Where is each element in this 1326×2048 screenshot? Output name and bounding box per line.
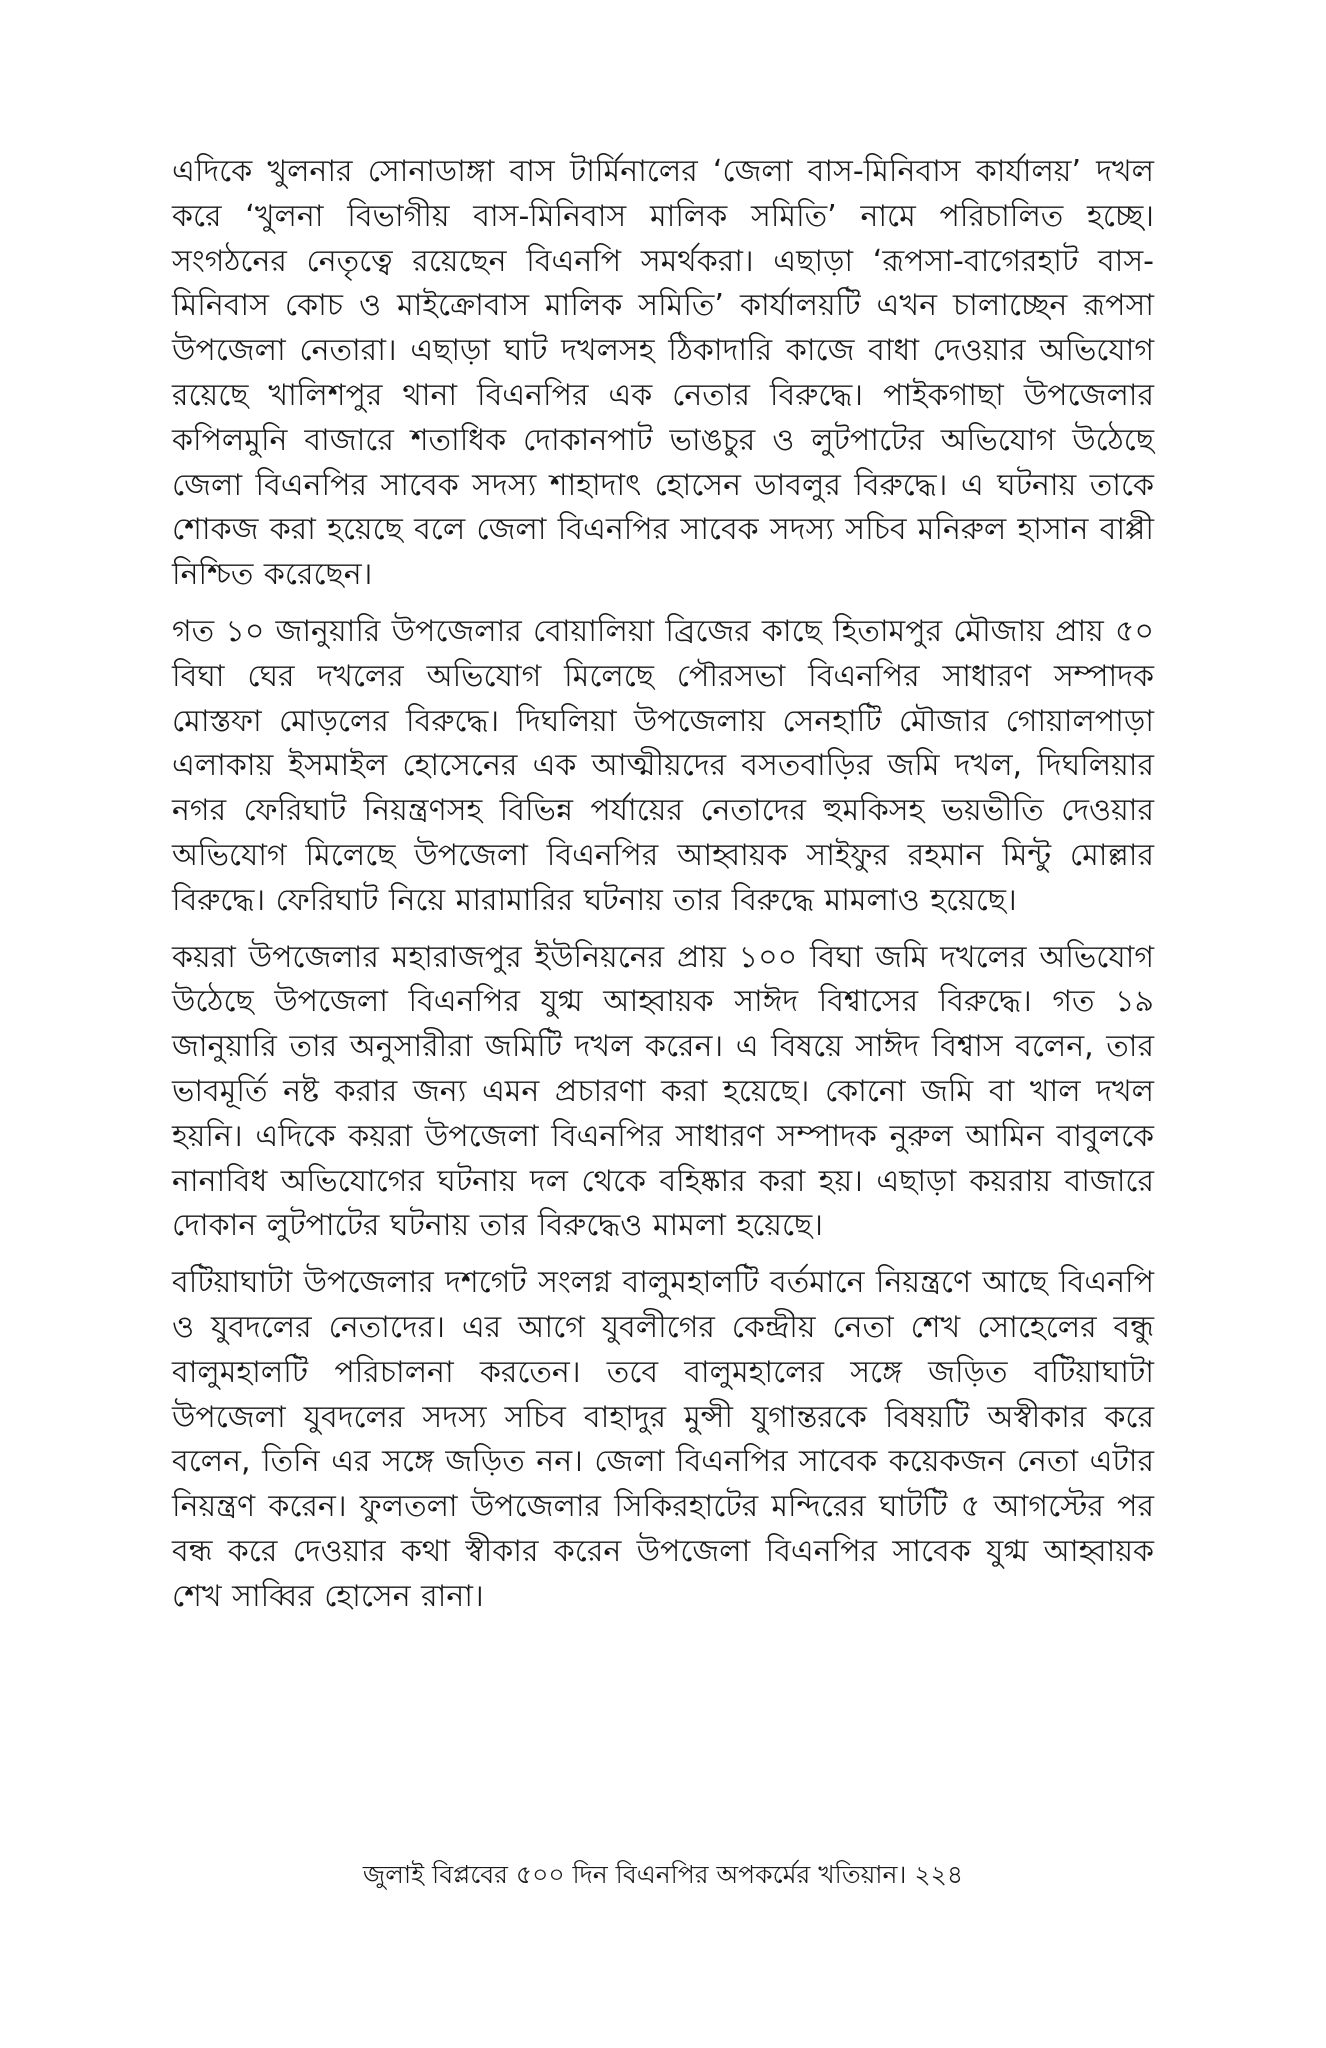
paragraph-1: এদিকে খুলনার সোনাডাঙ্গা বাস টার্মিনালের ‘জেলা বাস-মিনিবাস কার্যালয়’ দখল করে ‘খুলনা বিভাগীয় বাস-মিনিবাস মালিক সমিতি’ নামে পরিচালিত হচ্ছে। সংগঠনের নেতৃত্বে রয়েছেন বিএনপি সমর্থকরা। এছাড়া ‘রূপসা-বাগেরহাট বাস-মিনিবাস কোচ ও মাইক্রোবাস মালিক সমিতি’ কার্যালয়টি এখন চালাচ্ছেন রূপসা উপজেলা নেতারা। এছাড়া ঘাট দখলসহ ঠিকাদারি কাজে বাধা দেওয়ার অভিযোগ রয়েছে খালিশপুর থানা বিএনপির এক নেতার বিরুদ্ধে। পাইকগাছা উপজেলার কপিলমুনি বাজারে শতাধিক দোকানপাট ভাঙচুর ও লুটপাটের অভিযোগ উঠেছে জেলা বিএনপির সাবেক সদস্য শাহাদাৎ হোসেন ডাবলুর বিরুদ্ধে। এ ঘটনায় তাকে শোকজ করা হয়েছে বলে জেলা বিএনপির সাবেক সদস্য সচিব মনিরুল হাসান বাপ্পী নিশ্চিত করেছেন। <box>172 154 1154 593</box>
page-footer <box>0 1858 1326 1892</box>
paragraph-2: গত ১০ জানুয়ারি উপজেলার বোয়ালিয়া ব্রিজের কাছে হিতামপুর মৌজায় প্রায় ৫০ বিঘা ঘের দখলের অভিযোগ মিলেছে পৌরসভা বিএনপির সাধারণ সম্পাদক মোস্তফা মোড়লের বিরুদ্ধে। দিঘলিয়া উপজেলায় সেনহাটি মৌজার গোয়ালপাড়া এলাকায় ইসমাইল হোসেনের এক আত্মীয়দের বসতবাড়ির জমি দখল, দিঘলিয়ার নগর ফেরিঘাট নিয়ন্ত্রণসহ বিভিন্ন পর্যায়ের নেতাদের হুমকিসহ ভয়ভীতি দেওয়ার অভিযোগ মিলেছে উপজেলা বিএনপির আহ্বায়ক সাইফুর রহমান মিন্টু মোল্লার বিরুদ্ধে। ফেরিঘাট নিয়ে মারামারির ঘটনায় তার বিরুদ্ধে মামলাও হয়েছে। <box>172 613 1154 918</box>
footer-separator: । <box>897 1860 907 1889</box>
article-body <box>172 150 1154 1632</box>
paragraph-3: কয়রা উপজেলার মহারাজপুর ইউনিয়নের প্রায় ১০০ বিঘা জমি দখলের অভিযোগ উঠেছে উপজেলা বিএনপির যুগ্ম আহ্বায়ক সাঈদ বিশ্বাসের বিরুদ্ধে। গত ১৯ জানুয়ারি তার অনুসারীরা জমিটি দখল করেন। এ বিষয়ে সাঈদ বিশ্বাস বলেন, তার ভাবমূর্তি নষ্ট করার জন্য এমন প্রচারণা করা হয়েছে। কোনো জমি বা খাল দখল হয়নি। এদিকে কয়রা উপজেলা বিএনপির সাধারণ সম্পাদক নুরুল আমিন বাবুলকে নানাবিধ অভিযোগের ঘটনায় দল থেকে বহিষ্কার করা হয়। এছাড়া কয়রায় বাজারে দোকান লুটপাটের ঘটনায় তার বিরুদ্ধেও মামলা হয়েছে। <box>172 939 1154 1244</box>
running-title: জুলাই বিপ্লবের ৫০০ দিন বিএনপির অপকর্মের খতিয়ান <box>362 1860 898 1889</box>
page-number: ২২৪ <box>914 1860 964 1889</box>
paragraph-4: বটিয়াঘাটা উপজেলার দশগেট সংলগ্ন বালুমহালটি বর্তমানে নিয়ন্ত্রণে আছে বিএনপি ও যুবদলের নেতাদের। এর আগে যুবলীগের কেন্দ্রীয় নেতা শেখ সোহেলের বন্ধু বালুমহালটি পরিচালনা করতেন। তবে বালুমহালের সঙ্গে জড়িত বটিয়াঘাটা উপজেলা যুবদলের সদস্য সচিব বাহাদুর মুন্সী যুগান্তরকে বিষয়টি অস্বীকার করে বলেন, তিনি এর সঙ্গে জড়িত নন। জেলা বিএনপির সাবেক কয়েকজন নেতা এটার নিয়ন্ত্রণ করেন। ফুলতলা উপজেলার সিকিরহাটের মন্দিরের ঘাটটি ৫ আগস্টের পর বন্ধ করে দেওয়ার কথা স্বীকার করেন উপজেলা বিএনপির সাবেক যুগ্ম আহ্বায়ক শেখ সাব্বির হোসেন রানা। <box>172 1265 1154 1614</box>
